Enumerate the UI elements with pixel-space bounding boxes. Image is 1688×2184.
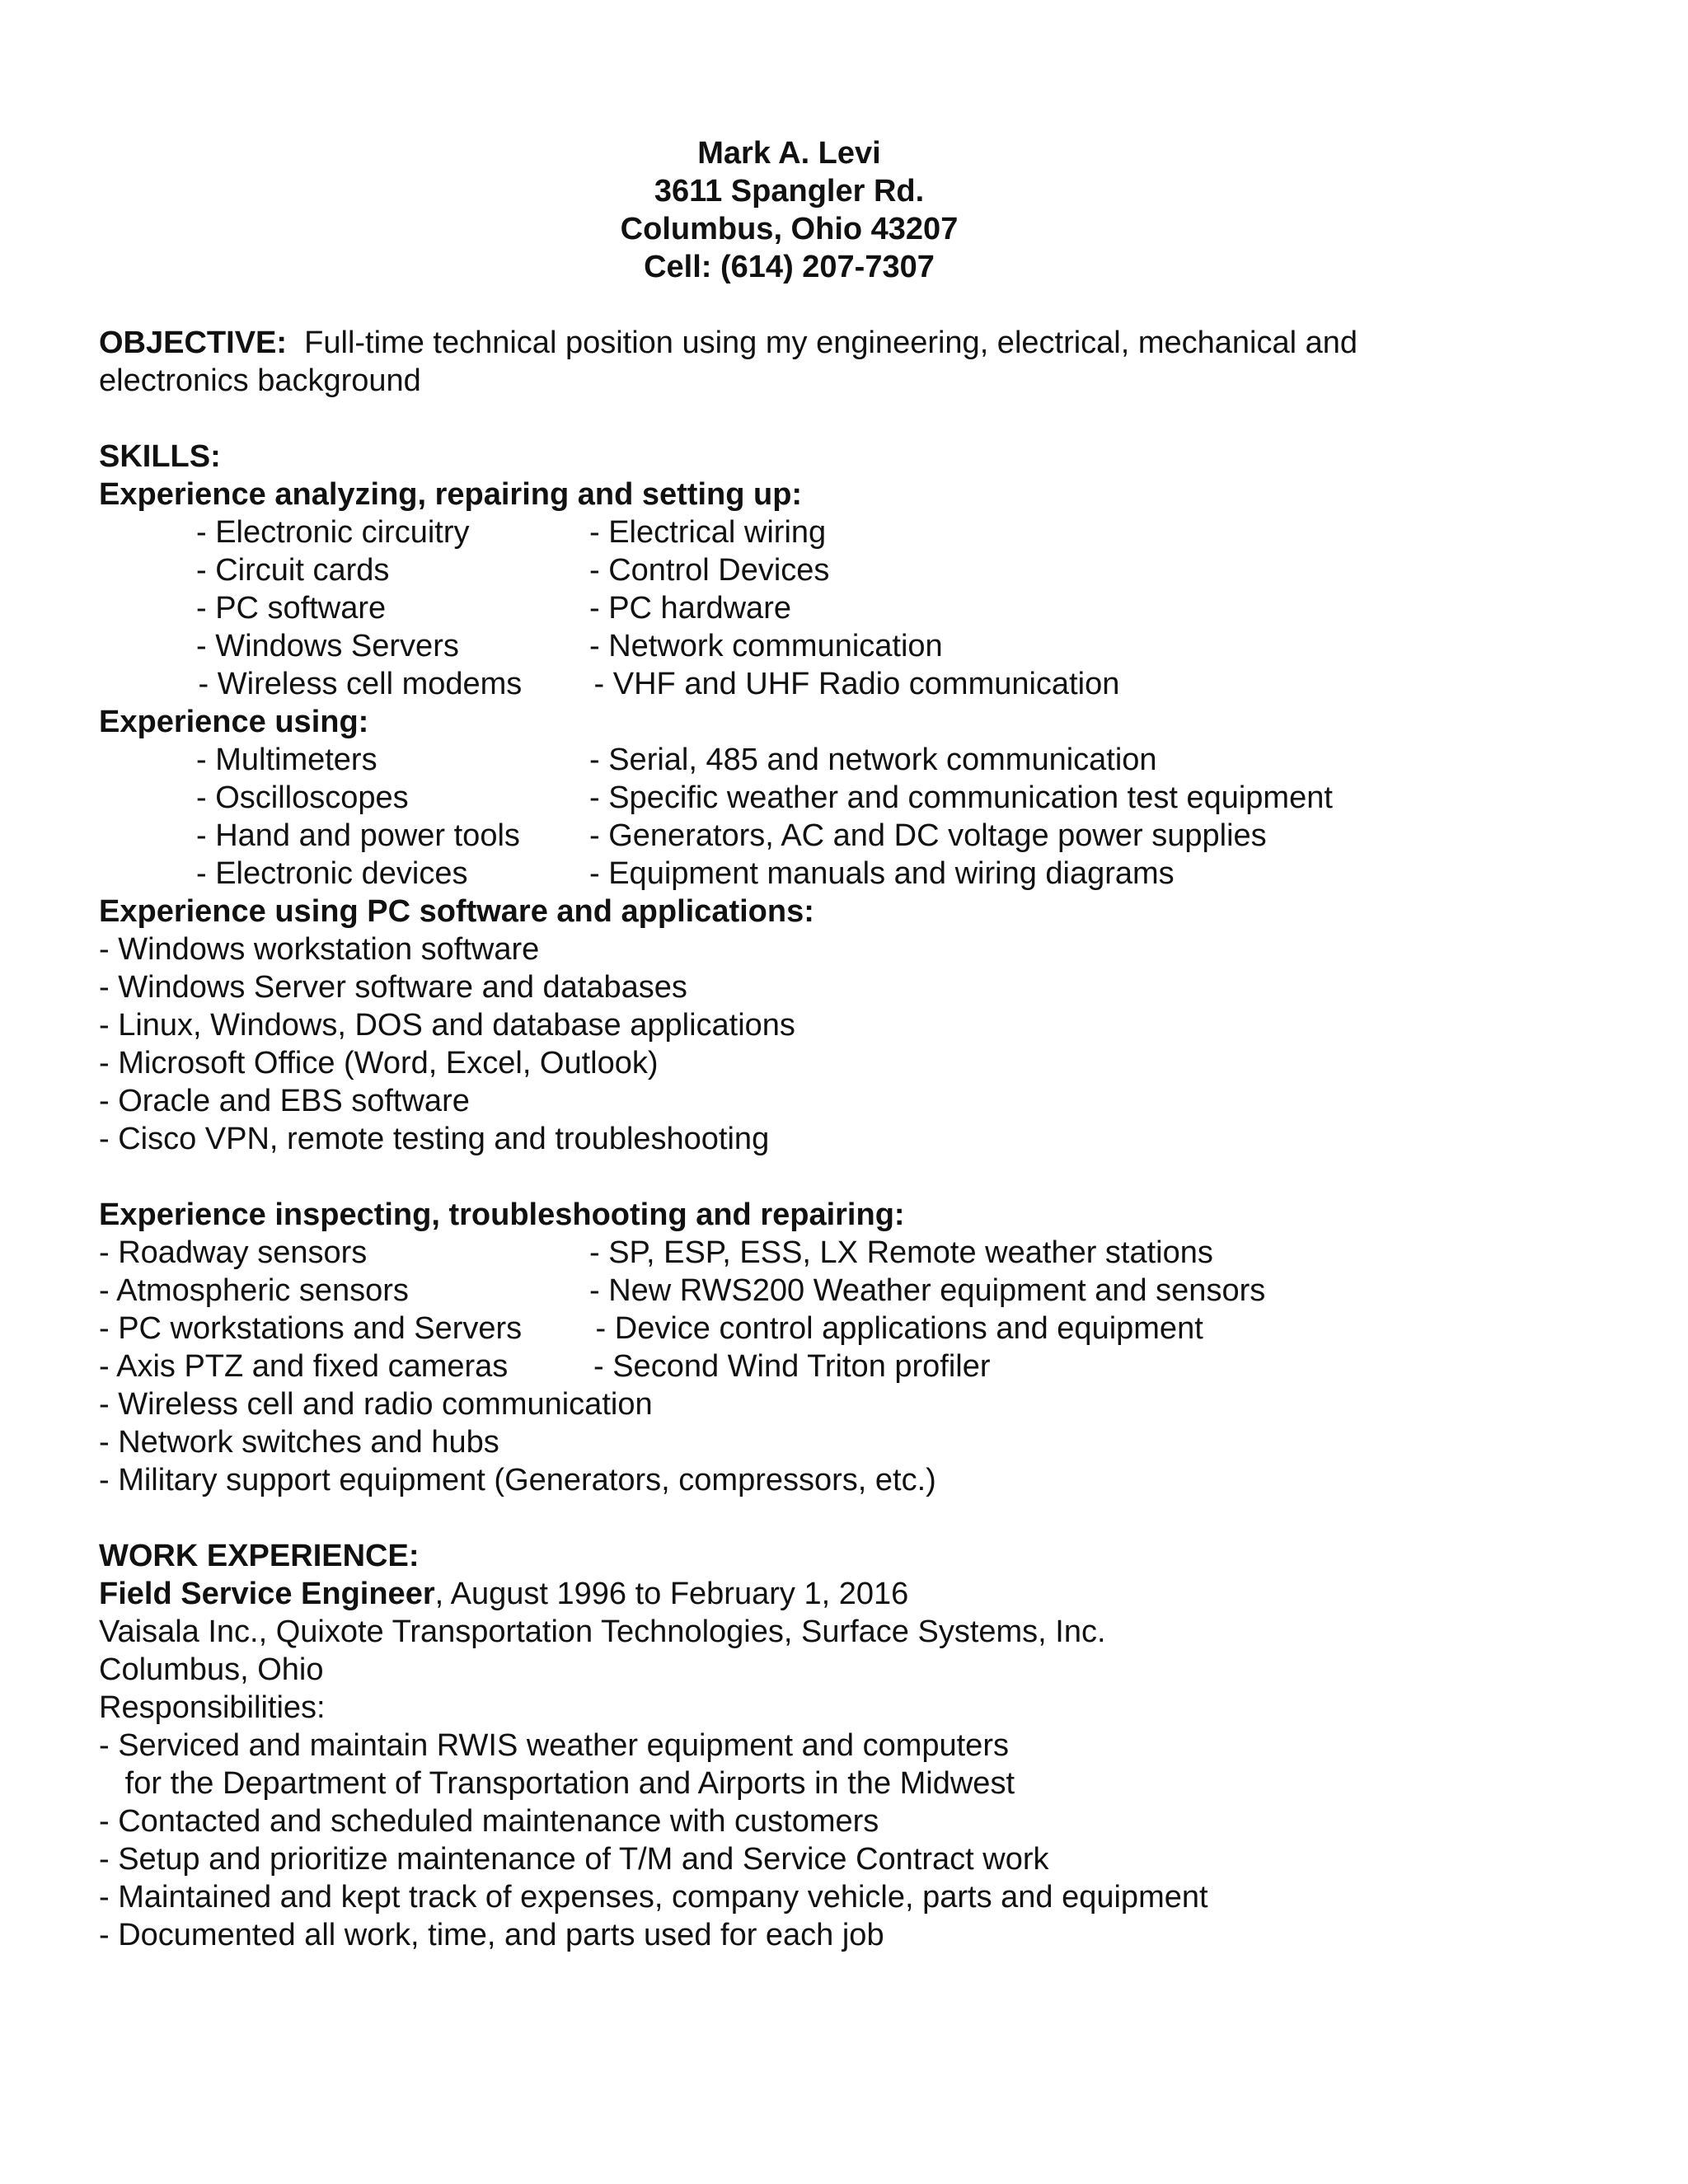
list-item: - Hand and power tools xyxy=(196,818,520,853)
list-item: - Second Wind Triton profiler xyxy=(593,1349,991,1384)
list-item: - VHF and UHF Radio communication xyxy=(585,667,1120,701)
skills-heading: SKILLS: xyxy=(99,439,221,474)
list-item: - Electrical wiring xyxy=(589,515,827,550)
job-title: Field Service Engineer xyxy=(99,1577,435,1611)
inspecting-heading: Experience inspecting, troubleshooting and repairing: xyxy=(99,1197,905,1232)
list-item: - Electronic circuitry xyxy=(196,515,470,550)
job-location: Columbus, Ohio xyxy=(99,1652,324,1687)
list-item: - Oscilloscopes xyxy=(196,780,409,815)
list-item: - Network switches and hubs xyxy=(99,1425,499,1460)
list-item: - Linux, Windows, DOS and database applications xyxy=(99,1008,795,1043)
list-item: - Microsoft Office (Word, Excel, Outlook) xyxy=(99,1046,659,1080)
list-item: - PC hardware xyxy=(589,591,791,626)
responsibilities-label: Responsibilities: xyxy=(99,1690,326,1725)
list-item: - Serviced and maintain RWIS weather equipment and computers xyxy=(99,1728,1009,1763)
objective-text: Full-time technical position using my engineering, electrical, mechanical and xyxy=(304,326,1358,360)
list-item: - Cisco VPN, remote testing and troubleshooting xyxy=(99,1122,770,1156)
objective-line xyxy=(99,324,1357,362)
job-dates: , August 1996 to February 1, 2016 xyxy=(434,1577,909,1611)
list-item: - New RWS200 Weather equipment and sensors xyxy=(589,1273,1266,1308)
list-item: - Setup and prioritize maintenance of T/M and Service Contract work xyxy=(99,1842,1049,1877)
list-item: - Serial, 485 and network communication xyxy=(589,743,1157,777)
list-item: - Device control applications and equipment xyxy=(587,1311,1203,1346)
city-address: Columbus, Ohio 43207 xyxy=(620,212,959,246)
list-item: - PC software xyxy=(196,591,387,626)
objective-text-cont: electronics background xyxy=(99,363,421,398)
list-item: - Windows Servers xyxy=(196,629,459,663)
list-item: - Oracle and EBS software xyxy=(99,1084,470,1118)
list-item: - Military support equipment (Generators, compressors, etc.) xyxy=(99,1463,936,1497)
list-item: - Wireless cell modems xyxy=(190,667,523,701)
objective-label: OBJECTIVE: xyxy=(99,326,288,360)
list-item: - PC workstations and Servers xyxy=(99,1311,523,1346)
list-item: - Axis PTZ and fixed cameras xyxy=(99,1349,509,1384)
list-item: - Windows Server software and databases xyxy=(99,970,687,1005)
list-item: - Circuit cards xyxy=(196,553,390,588)
cell-phone: Cell: (614) 207-7307 xyxy=(644,250,935,284)
using-heading: Experience using: xyxy=(99,705,369,739)
list-item: for the Department of Transportation and Airports in the Midwest xyxy=(99,1766,1015,1801)
list-item: - Contacted and scheduled maintenance with customers xyxy=(99,1804,879,1839)
street-address: 3611 Spangler Rd. xyxy=(654,174,925,209)
list-item: - Atmospheric sensors xyxy=(99,1273,409,1308)
candidate-name: Mark A. Levi xyxy=(697,136,881,171)
list-item: - Wireless cell and radio communication xyxy=(99,1387,653,1422)
list-item: - Maintained and kept track of expenses, company vehicle, parts and equipment xyxy=(99,1880,1208,1915)
list-item: - SP, ESP, ESS, LX Remote weather stations xyxy=(589,1235,1213,1270)
analyzing-heading: Experience analyzing, repairing and setting up: xyxy=(99,477,803,512)
list-item: - Control Devices xyxy=(589,553,830,588)
software-heading: Experience using PC software and applications: xyxy=(99,894,814,929)
list-item: - Windows workstation software xyxy=(99,932,540,967)
work-heading: WORK EXPERIENCE: xyxy=(99,1539,420,1573)
company-name: Vaisala Inc., Quixote Transportation Technologies, Surface Systems, Inc. xyxy=(99,1615,1106,1649)
list-item: - Generators, AC and DC voltage power supplies xyxy=(589,818,1267,853)
list-item: - Documented all work, time, and parts used for each job xyxy=(99,1918,884,1952)
list-item: - Equipment manuals and wiring diagrams xyxy=(589,856,1175,891)
list-item: - Network communication xyxy=(589,629,943,663)
list-item: - Specific weather and communication test equipment xyxy=(589,780,1333,815)
job-line xyxy=(99,1575,908,1613)
list-item: - Multimeters xyxy=(196,743,377,777)
list-item: - Roadway sensors xyxy=(99,1235,368,1270)
list-item: - Electronic devices xyxy=(196,856,468,891)
